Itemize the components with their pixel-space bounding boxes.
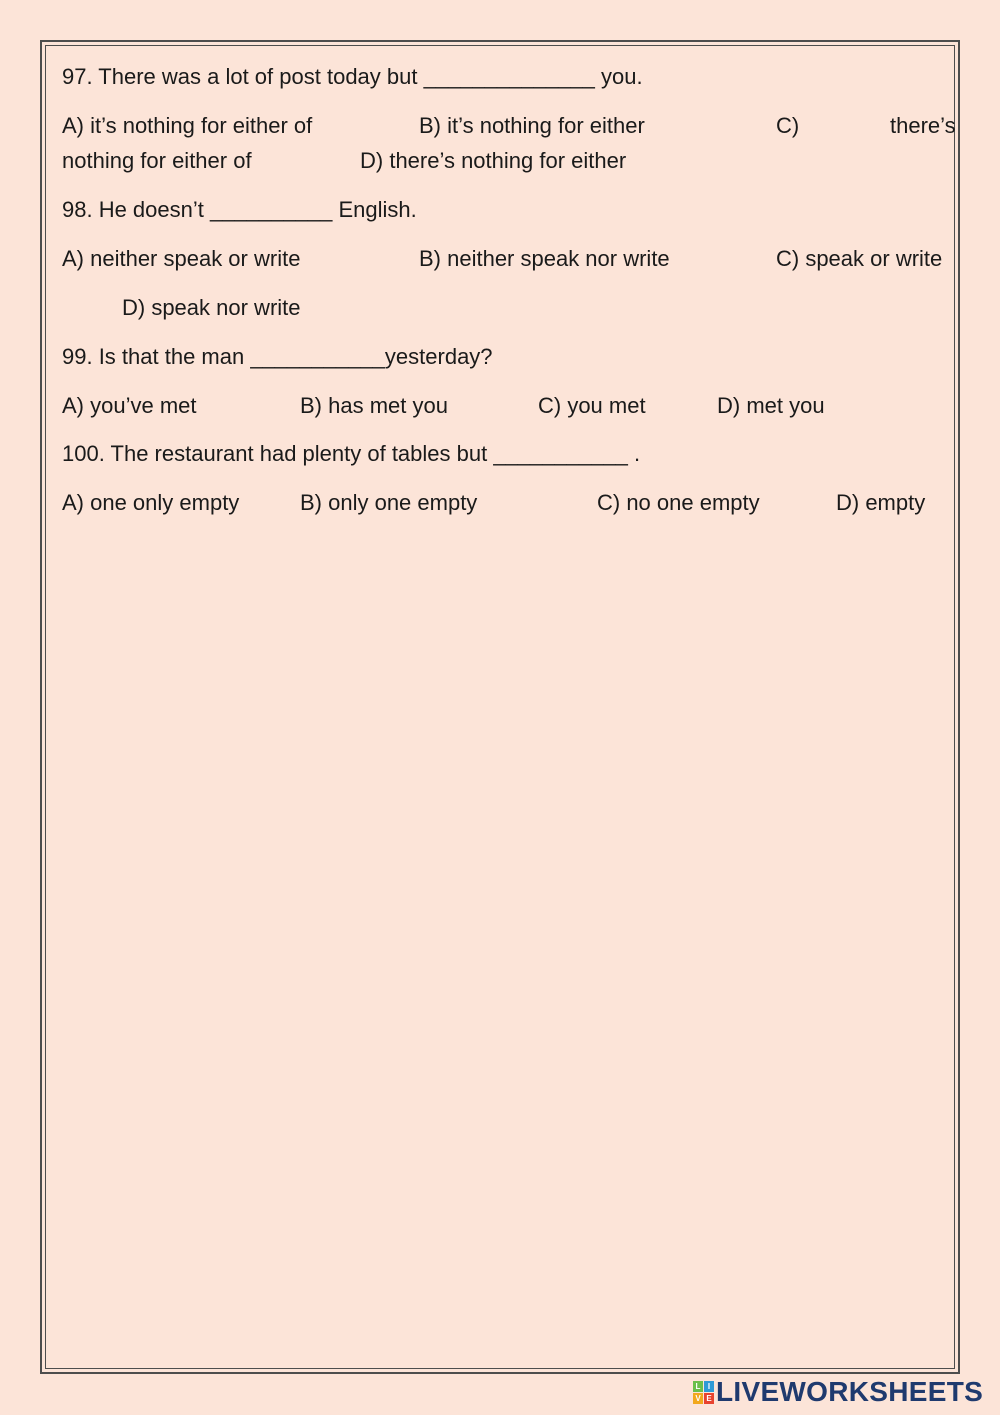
liveworksheets-logo (693, 1377, 983, 1407)
question-99-option-c[interactable]: C) you met (538, 393, 646, 418)
question-98-option-c[interactable]: C) speak or write (776, 246, 943, 271)
question-97-option-a[interactable]: A) it’s nothing for either of (62, 113, 313, 138)
question-97-option-c-text[interactable]: there’s (890, 113, 956, 138)
question-100-option-b[interactable]: B) only one empty (300, 490, 478, 515)
question-97-prompt: 97. There was a lot of post today but ______________ you. (62, 64, 643, 89)
liveworksheets-logo-icon (693, 1381, 714, 1404)
page-border-inner (45, 45, 955, 1369)
question-100-option-c[interactable]: C) no one empty (597, 490, 760, 515)
question-99-option-b[interactable]: B) has met you (300, 393, 448, 418)
question-97-option-b[interactable]: B) it’s nothing for either (419, 113, 645, 138)
question-100-option-d[interactable]: D) empty (836, 490, 926, 515)
liveworksheets-logo-text: LIVEWORKSHEETS (716, 1376, 984, 1407)
logo-mark-e: E (704, 1393, 714, 1404)
question-98-prompt: 98. He doesn’t __________ English. (62, 197, 417, 222)
question-99-prompt: 99. Is that the man ___________yesterday? (62, 344, 493, 369)
question-98-option-b[interactable]: B) neither speak nor write (419, 246, 670, 271)
logo-mark-l: L (693, 1381, 703, 1392)
question-99-option-d[interactable]: D) met you (717, 393, 825, 418)
question-97-option-d[interactable]: D) there’s nothing for either (360, 148, 627, 173)
question-98-option-d[interactable]: D) speak nor write (122, 295, 301, 320)
logo-mark-i: I (704, 1381, 714, 1392)
question-97-option-c-label[interactable]: C) (776, 113, 800, 138)
question-100-option-a[interactable]: A) one only empty (62, 490, 240, 515)
logo-mark-v: V (693, 1393, 703, 1404)
question-98-option-a[interactable]: A) neither speak or write (62, 246, 301, 271)
question-97-option-c-text-cont[interactable]: nothing for either of (62, 148, 252, 173)
page-border (40, 40, 960, 1374)
question-99-option-a[interactable]: A) you’ve met (62, 393, 197, 418)
question-100-prompt: 100. The restaurant had plenty of tables but ___________ . (62, 441, 641, 466)
